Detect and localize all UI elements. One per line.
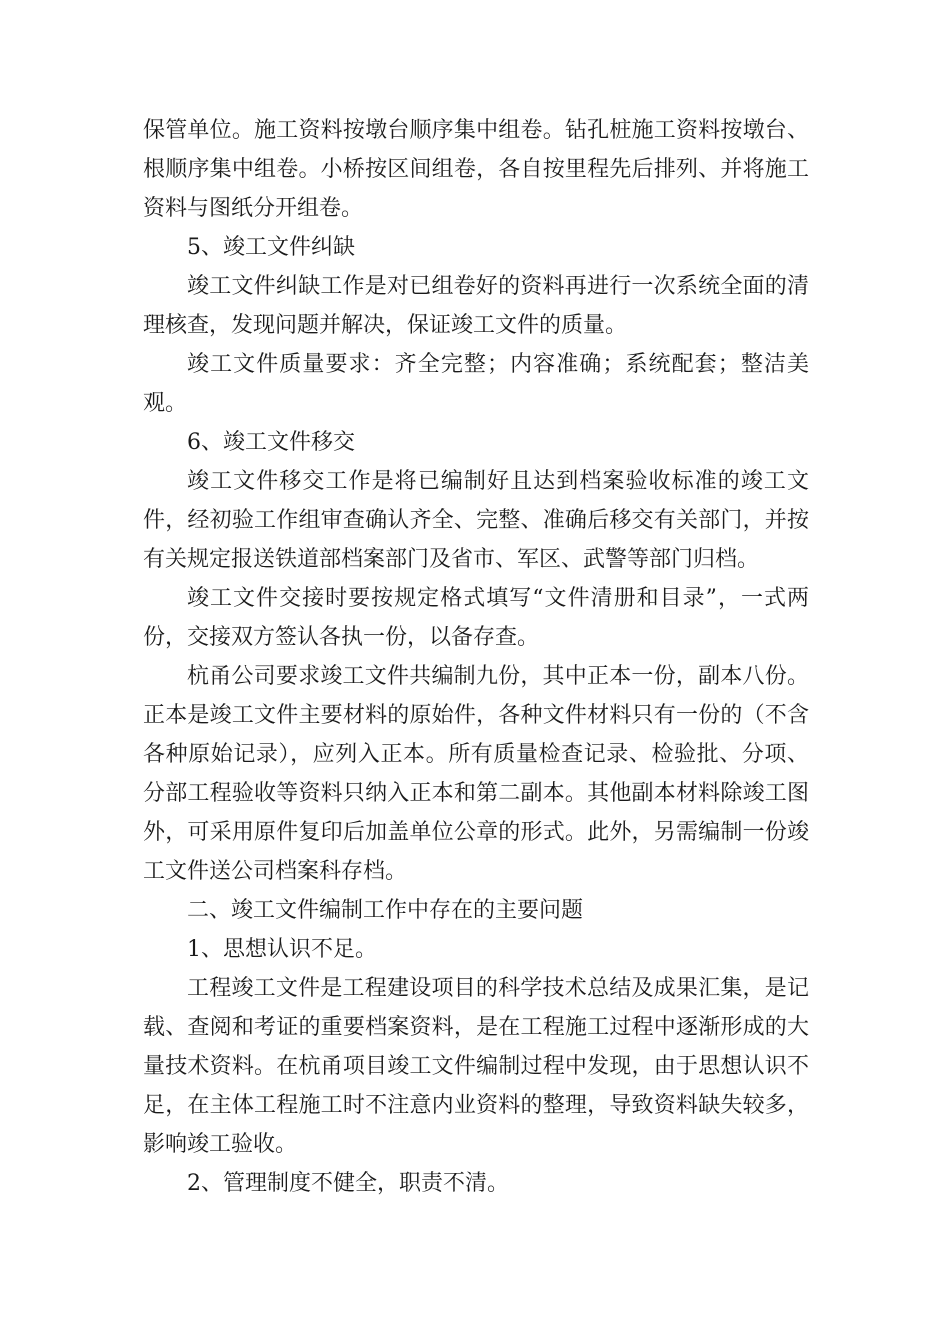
paragraph: 竣工文件交接时要按规定格式填写“文件清册和目录”，一式两份，交接双方签认各执一份，以备存查。 <box>143 586 809 650</box>
paragraph: 工程竣工文件是工程建设项目的科学技术总结及成果汇集，是记载、查阅和考证的重要档案资料，是在工程施工过程中逐渐形成的大量技术资料。在杭甬项目竣工文件编制过程中发现，由于思想认识不足，在主体工程施工时不注意内业资料的整理，导致资料缺失较多，影响竣工验收。 <box>143 976 809 1157</box>
heading-section-6: 6、竣工文件移交 <box>187 430 355 455</box>
paragraph-continuation: 保管单位。施工资料按墩台顺序集中组卷。钻孔桩施工资料按墩台、根顺序集中组卷。小桥按区间组卷，各自按里程先后排列、并将施工资料与图纸分开组卷。 <box>143 118 809 221</box>
paragraph: 杭甬公司要求竣工文件共编制九份，其中正本一份，副本八份。正本是竣工文件主要材料的原始件，各种文件材料只有一份的（不含各种原始记录），应列入正本。所有质量检查记录、检验批、分项、分部工程验收等资料只纳入正本和第二副本。其他副本材料除竣工图外，可采用原件复印后加盖单位公章的形式。此外，另需编制一份竣工文件送公司档案科存档。 <box>143 664 809 884</box>
document-body <box>143 111 809 1203</box>
paragraph: 竣工文件质量要求：齐全完整；内容准确；系统配套；整洁美观。 <box>143 352 809 416</box>
heading-section-5: 5、竣工文件纠缺 <box>187 235 355 260</box>
paragraph: 竣工文件移交工作是将已编制好且达到档案验收标准的竣工文件，经初验工作组审查确认齐全、完整、准确后移交有关部门，并按有关规定报送铁道部档案部门及省市、军区、武警等部门归档。 <box>143 469 809 572</box>
paragraph: 竣工文件纠缺工作是对已组卷好的资料再进行一次系统全面的清理核查，发现问题并解决，保证竣工文件的质量。 <box>143 274 809 338</box>
heading-subsection-2: 2、管理制度不健全，职责不清。 <box>187 1171 509 1196</box>
heading-subsection-1: 1、思想认识不足。 <box>187 937 377 962</box>
heading-chapter-2: 二、竣工文件编制工作中存在的主要问题 <box>187 898 584 923</box>
